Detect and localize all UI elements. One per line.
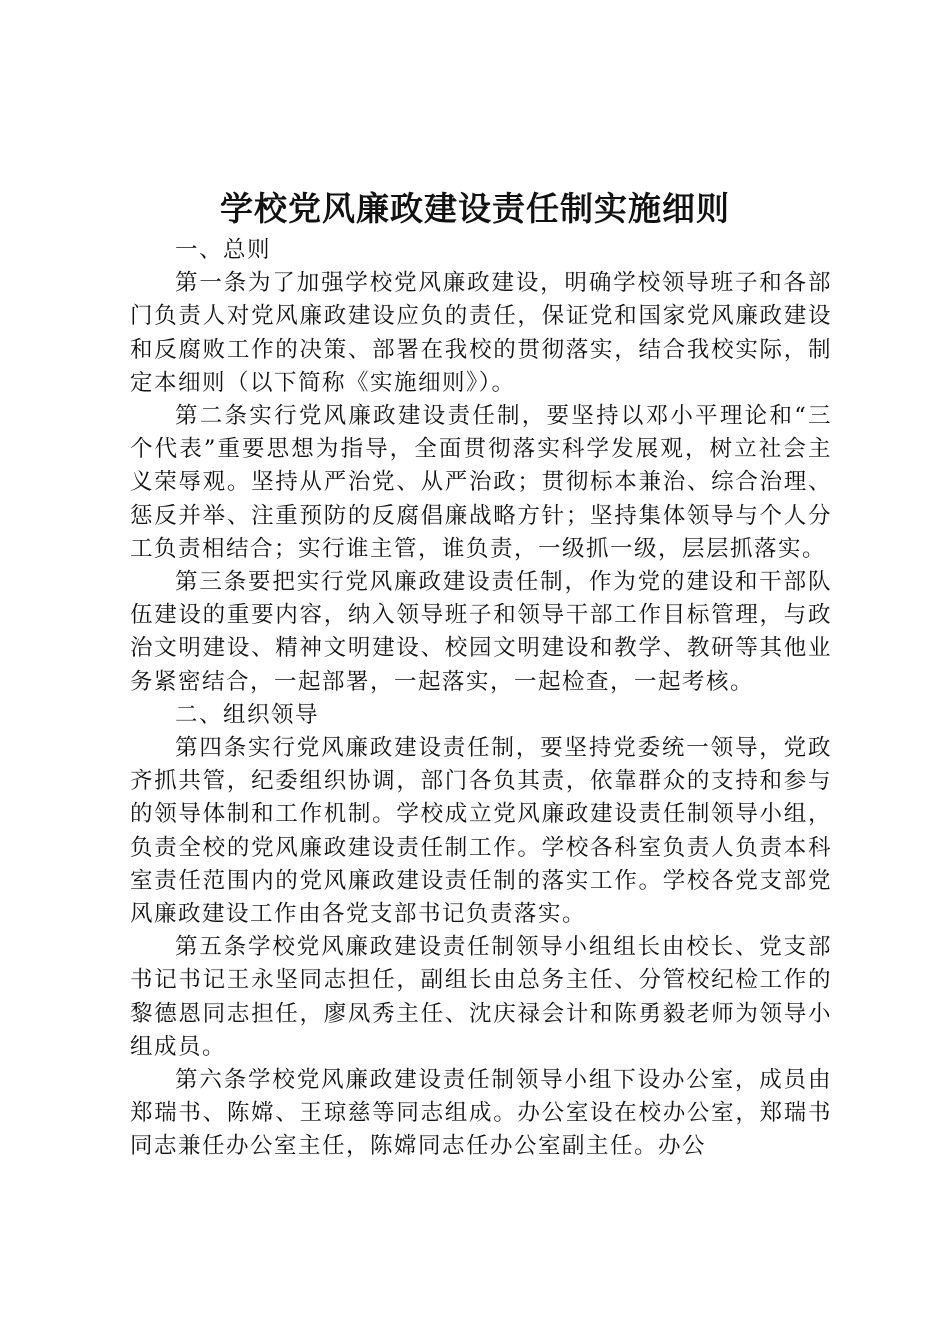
document-body — [130, 234, 832, 1164]
article-3-paragraph: 第三条要把实行党风廉政建设责任制，作为党的建设和干部队伍建设的重要内容，纳入领导班子和领导干部工作目标管理，与政治文明建设、精神文明建设、校园文明建设和教学、教研等其他业务紧密结合，一起部署，一起落实，一起检查，一起考核。 — [130, 569, 832, 695]
section-heading-general: 一、总则 — [175, 237, 272, 263]
article-2-paragraph: 第二条实行党风廉政建设责任制，要坚持以邓小平理论和“三个代表”重要思想为指导，全面贯彻落实科学发展观，树立社会主义荣辱观。坚持从严治党、从严治政；贯彻标本兼治、综合治理、惩反并举、注重预防的反腐倡廉战略方针；坚持集体领导与个人分工负责相结合；实行谁主管，谁负责，一级抓一级，层层抓落实。 — [130, 403, 832, 562]
article-4-paragraph: 第四条实行党风廉政建设责任制，要坚持党委统一领导，党政齐抓共管，纪委组织协调，部门各负其责，依靠群众的支持和参与的领导体制和工作机制。学校成立党风廉政建设责任制领导小组，负责全校的党风廉政建设责任制工作。学校各科室负责人负责本科室责任范围内的党风廉政建设责任制的落实工作。学校各党支部党风廉政建设工作由各党支部书记负责落实。 — [130, 735, 832, 928]
article-5-paragraph: 第五条学校党风廉政建设责任制领导小组组长由校长、党支部书记书记王永坚同志担任，副组长由总务主任、分管校纪检工作的黎德恩同志担任，廖凤秀主任、沈庆禄会计和陈勇毅老师为领导小组成员。 — [130, 934, 832, 1060]
document-title: 学校党风廉政建设责任制实施细则 — [220, 189, 730, 228]
article-6-paragraph: 第六条学校党风廉政建设责任制领导小组下设办公室，成员由郑瑞书、陈嫦、王琼慈等同志组成。办公室设在校办公室，郑瑞书同志兼任办公室主任，陈嫦同志任办公室副主任。办公 — [130, 1067, 832, 1160]
article-1-paragraph: 第一条为了加强学校党风廉政建设，明确学校领导班子和各部门负责人对党风廉政建设应负的责任，保证党和国家党风廉政建设和反腐败工作的决策、部署在我校的贯彻落实，结合我校实际，制定本细则（以下简称《实施细则》）。 — [130, 270, 832, 396]
section-heading-organization: 二、组织领导 — [175, 701, 320, 728]
